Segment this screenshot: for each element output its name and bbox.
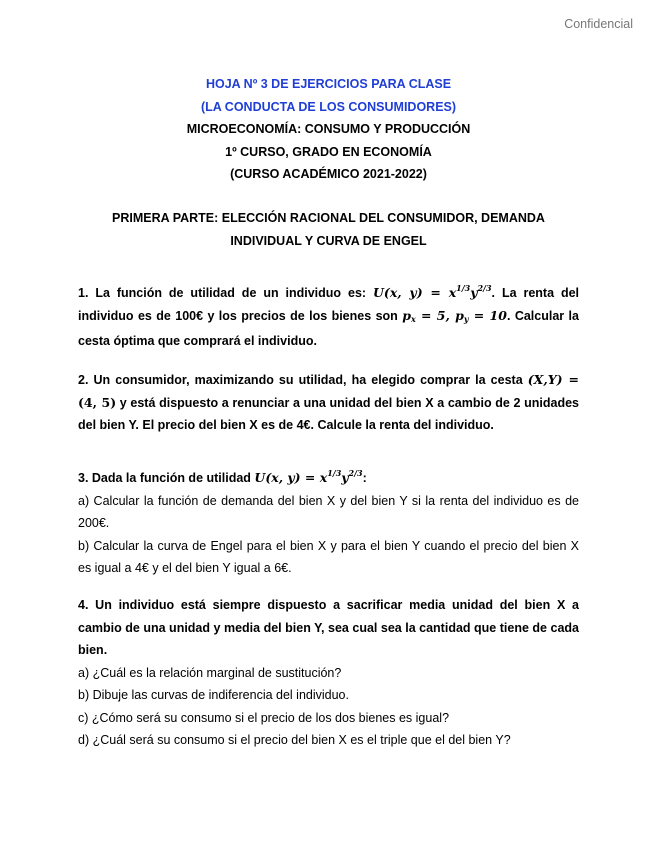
- exercise-2: [78, 369, 579, 437]
- exercise-4: [78, 594, 579, 752]
- exercise-1-price-x: $p_x = 5$, $p_y = 10$: [402, 307, 507, 324]
- exercise-4-part-d: d) ¿Cuál será su consumo si el precio del bien X es el triple que el del bien Y?: [78, 733, 511, 747]
- exercise-1-text-b: . La renta del individuo es de 100€ y los precios de los bienes son: [78, 286, 580, 323]
- exercise-1: [78, 277, 579, 353]
- part-heading: [78, 207, 579, 252]
- sheet-subtitle: (LA CONDUCTA DE LOS CONSUMIDORES): [200, 99, 457, 114]
- exercise-3-part-a: a) Calcular la función de demanda del bien X y del bien Y si la renta del individuo es de 200€.: [78, 493, 579, 530]
- exercise-1-text-c: . Calcular la cesta óptima que comprará el individuo.: [78, 308, 579, 348]
- exercise-2-basket: (X,Y) =: [527, 372, 579, 387]
- course-level: 1º CURSO, GRADO EN ECONOMÍA: [225, 144, 432, 159]
- exercise-2-text-a: 2. Un consumidor, maximizando su utilidad, ha elegido comprar la cesta: [78, 373, 528, 387]
- exercise-1-formula: U(x, $y) = x^{1/3}y^{2/3}$: [373, 283, 492, 300]
- exercise-3-part-b: b) Calcular la curva de Engel para el bien X y para el bien Y cuando el precio del bien X es igual a 4€ y el del bien Y igual a 6€.: [78, 538, 579, 575]
- sheet-title: HOJA Nº 3 DE EJERCICIOS PARA CLASE: [205, 77, 452, 91]
- part-heading-line2: INDIVIDUAL Y CURVA DE ENGEL: [230, 233, 427, 248]
- exercise-3-statement: 3. Dada la función de utilidad U(x, $y) = x^{1/3}y^{2/3}$:: [78, 468, 367, 485]
- document-header: [78, 73, 579, 186]
- exercise-3-formula: U(x, $y) = x^{1/3}y^{2/3}$: [254, 468, 363, 485]
- exercise-2-text-b: y está dispuesto a renunciar a una unidad del bien X a cambio de 2 unidades del bien Y. El precio del bien X es de 4€. Calcule la renta del individuo.: [78, 395, 579, 432]
- course-name: MICROECONOMÍA: CONSUMO Y PRODUCCIÓN: [186, 122, 471, 136]
- exercise-1-text-a: 1. La función de utilidad de un individuo es:: [78, 286, 373, 300]
- exercise-3: [78, 462, 579, 580]
- exercise-4-part-a: a) ¿Cuál es la relación marginal de sustitución?: [78, 665, 342, 680]
- exercise-4-part-b: b) Dibuje las curvas de indiferencia del individuo.: [78, 688, 349, 702]
- exercise-4-statement: 4. Un individuo está siempre dispuesto a sacrificar media unidad del bien X a cambio de una unidad y media del bien Y, sea cual sea la cantidad que tiene de cada bien.: [78, 598, 579, 657]
- part-heading-line1: PRIMERA PARTE: ELECCIÓN RACIONAL DEL CONSUMIDOR, DEMANDA: [112, 211, 545, 225]
- exercise-2-basket-values: (4, 5): [78, 394, 117, 410]
- exercise-4-part-c: c) ¿Cómo será su consumo si el precio de los dos bienes es igual?: [78, 710, 450, 725]
- academic-year: (CURSO ACADÉMICO 2021-2022): [230, 167, 427, 181]
- confidential-label: Confidencial: [564, 17, 633, 31]
